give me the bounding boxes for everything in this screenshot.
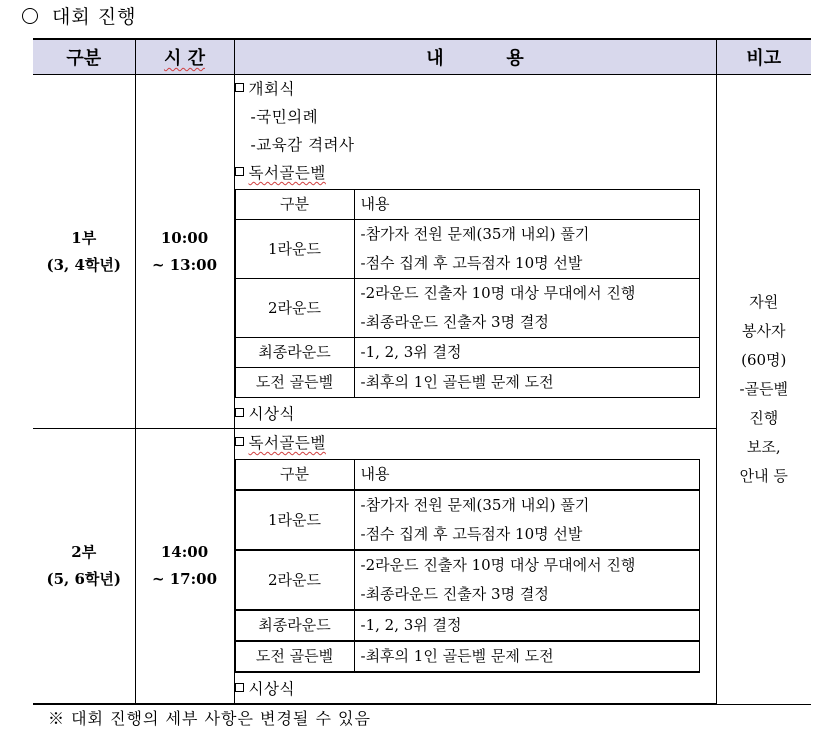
part1-name: 1부 — [71, 228, 97, 247]
part1-opening-item-2: -교육감 격려사 — [250, 136, 355, 154]
table-row — [235, 550, 699, 610]
sub-header-category: 구분 — [235, 190, 354, 220]
part1-time-cell — [135, 75, 234, 429]
round-content: -참가자 전원 문제(35개 내외) 풀기 -점수 집계 후 고득점자 10명 선발 — [354, 490, 699, 550]
round-name: 2라운드 — [235, 279, 354, 338]
round-content: -1, 2, 3위 결정 — [354, 338, 699, 368]
header-time-text: 시 간 — [163, 48, 206, 69]
section-title-text: 대회 진행 — [52, 6, 137, 28]
part2-rounds-table — [235, 459, 700, 673]
part2-time-start: 14:00 — [160, 543, 209, 561]
footnote: ※ 대회 진행의 세부 사항은 변경될 수 있음 — [48, 709, 371, 728]
header-content: 내 용 — [234, 39, 716, 75]
table-row — [235, 490, 699, 550]
part1-opening: 개회식 — [235, 75, 716, 103]
round-name: 1라운드 — [235, 490, 354, 550]
part2-time-end: ~ 17:00 — [151, 570, 218, 588]
sub-header-content: 내용 — [354, 190, 699, 220]
sub-header-category: 구분 — [235, 460, 354, 491]
part2-row — [33, 429, 811, 705]
part2-content-cell — [234, 429, 716, 705]
part2-name: 2부 — [71, 543, 97, 561]
header-category: 구분 — [33, 39, 135, 75]
circle-bullet-icon — [22, 8, 38, 24]
header-time — [135, 39, 234, 75]
part1-content-cell — [234, 75, 716, 429]
part1-bell: 독서골든벨 — [235, 159, 716, 187]
table-row — [235, 279, 699, 338]
round-content: -2라운드 진출자 10명 대상 무대에서 진행 -최종라운드 진출자 3명 결정 — [354, 279, 699, 338]
table-row — [235, 338, 699, 368]
part1-time-start: 10:00 — [160, 228, 209, 247]
part1-category-cell — [33, 75, 135, 429]
part1-rounds-table — [235, 189, 700, 398]
part1-opening-item-1: -국민의례 — [250, 108, 319, 126]
round-content: -1, 2, 3위 결정 — [354, 610, 699, 641]
header-row — [33, 39, 811, 75]
table-row — [235, 368, 699, 398]
part2-grade: (5, 6학년) — [46, 570, 121, 588]
round-name: 도전 골든벨 — [235, 368, 354, 398]
round-content: -참가자 전원 문제(35개 내외) 풀기 -점수 집계 후 고득점자 10명 선발 — [354, 220, 699, 279]
table-row — [235, 610, 699, 641]
table-row — [235, 641, 699, 672]
schedule-table — [33, 38, 811, 705]
part1-time-end: ~ 13:00 — [151, 255, 218, 274]
table-row — [235, 190, 699, 220]
part2-bell: 독서골든벨 — [235, 429, 716, 457]
section-title — [22, 2, 136, 29]
square-bullet-icon — [235, 167, 244, 176]
sub-header-content: 내용 — [354, 460, 699, 491]
remark-cell: 자원 봉사자 (60명) -골든벨 진행 보조, 안내 등 — [716, 75, 811, 705]
part2-category-cell — [33, 429, 135, 705]
table-row — [235, 220, 699, 279]
part1-closing: 시상식 — [235, 400, 716, 428]
part1-row — [33, 75, 811, 429]
round-name: 도전 골든벨 — [235, 641, 354, 672]
round-name: 2라운드 — [235, 550, 354, 610]
square-bullet-icon — [235, 83, 244, 92]
round-name: 1라운드 — [235, 220, 354, 279]
part2-closing: 시상식 — [235, 675, 716, 703]
part2-time-cell — [135, 429, 234, 705]
round-content: -2라운드 진출자 10명 대상 무대에서 진행 -최종라운드 진출자 3명 결정 — [354, 550, 699, 610]
round-content: -최후의 1인 골든벨 문제 도전 — [354, 641, 699, 672]
part1-grade: (3, 4학년) — [46, 255, 121, 274]
header-remark: 비고 — [716, 39, 811, 75]
round-content: -최후의 1인 골든벨 문제 도전 — [354, 368, 699, 398]
square-bullet-icon — [235, 408, 244, 417]
round-name: 최종라운드 — [235, 610, 354, 641]
table-row — [235, 460, 699, 491]
round-name: 최종라운드 — [235, 338, 354, 368]
square-bullet-icon — [235, 683, 244, 692]
square-bullet-icon — [235, 437, 244, 446]
